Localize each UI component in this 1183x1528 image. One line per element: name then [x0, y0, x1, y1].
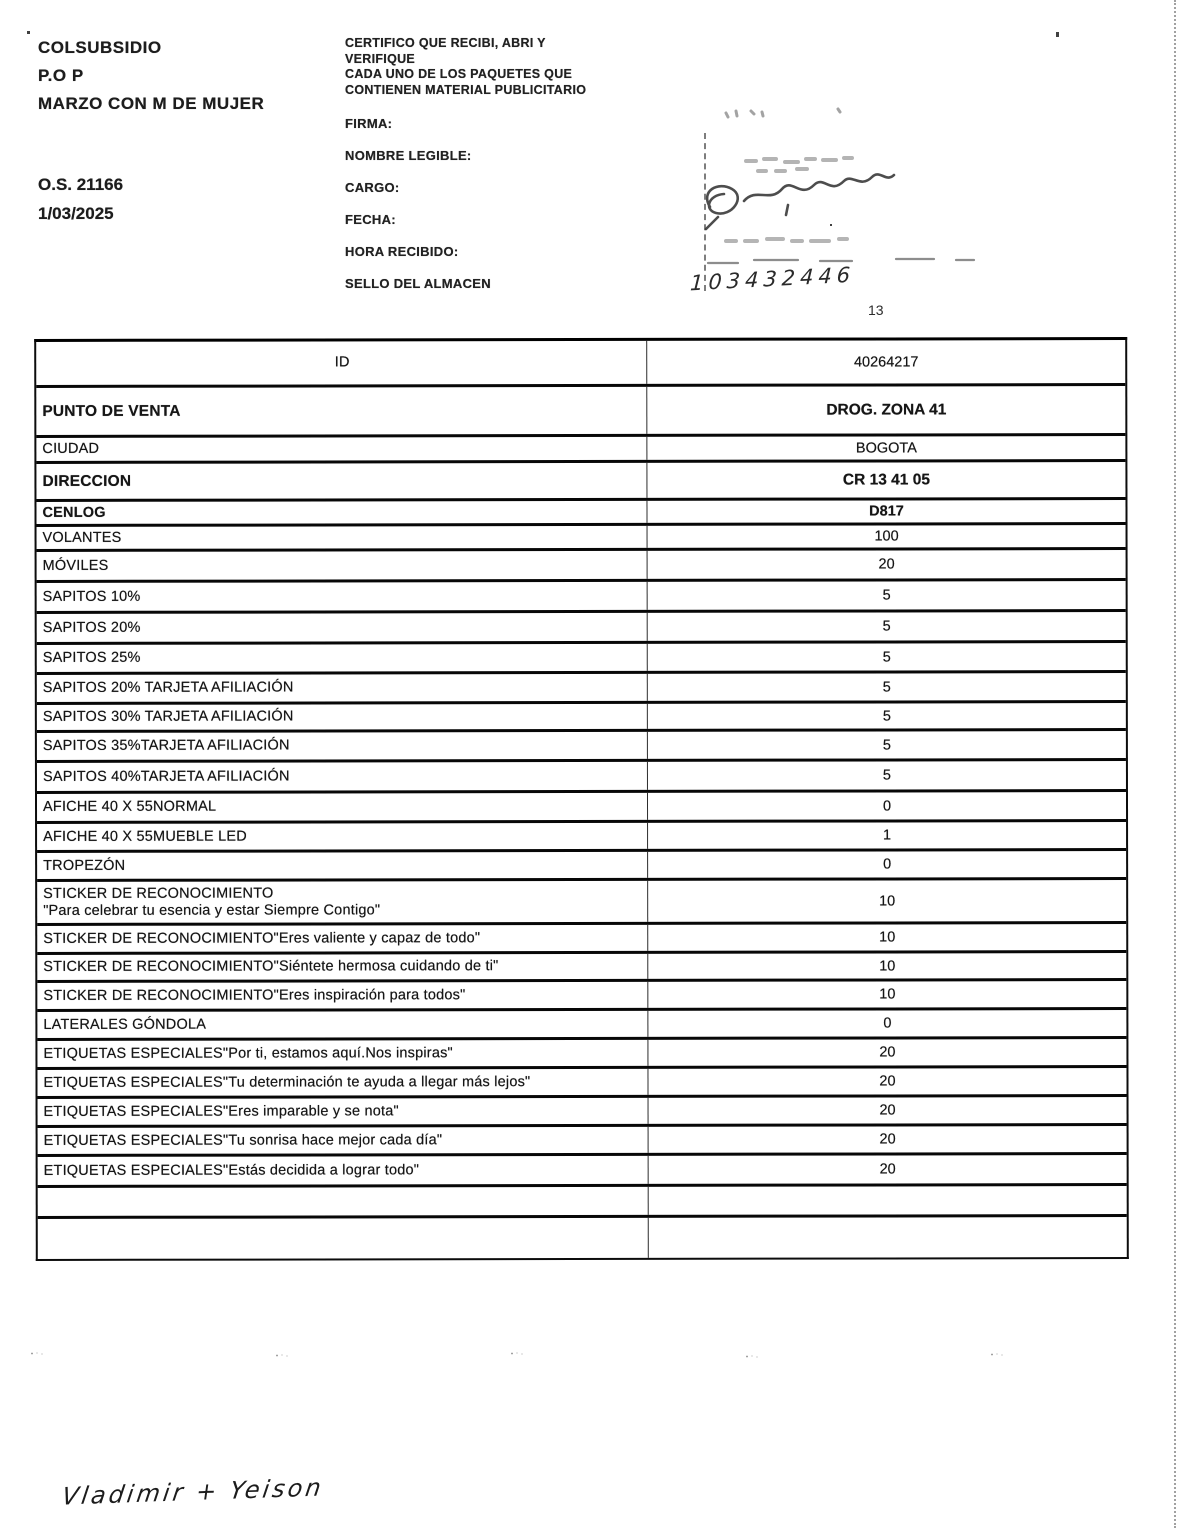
header-left-block: [38, 34, 264, 118]
row-value: [649, 1186, 1127, 1215]
row-label: CENLOG: [36, 501, 647, 524]
row-label: ETIQUETAS ESPECIALES"Eres imparable y se nota": [38, 1098, 649, 1125]
table-row: [37, 880, 1126, 926]
row-label: VOLANTES: [37, 526, 648, 549]
scan-noise: [30, 1352, 44, 1355]
table-row: [37, 673, 1126, 705]
table-row: [37, 1039, 1126, 1070]
row-label: SAPITOS 20%: [37, 613, 648, 642]
table-row: [37, 612, 1126, 645]
table-row: [38, 1217, 1127, 1259]
handwritten-tracking-number: 103432446: [689, 262, 856, 296]
row-value: 20: [879, 1044, 896, 1061]
row-value: 5: [882, 767, 892, 784]
company-name: COLSUBSIDIO: [38, 38, 162, 57]
row-label: ETIQUETAS ESPECIALES"Por ti, estamos aquí.Nos inspiras": [37, 1040, 648, 1067]
table-row: [38, 1097, 1127, 1128]
scan-noise: [990, 1353, 1004, 1356]
row-value: 5: [882, 618, 891, 635]
table-row: [37, 1068, 1126, 1099]
scan-edge-noise: [1174, 0, 1176, 1528]
row-value: 1: [883, 827, 892, 844]
table-row: [36, 436, 1125, 464]
table-row: [37, 703, 1126, 733]
scan-noise: [27, 31, 30, 34]
scan-noise: [830, 224, 832, 226]
row-label: ETIQUETAS ESPECIALES"Tu sonrisa hace mejor cada día": [38, 1127, 649, 1154]
row-value: 5: [882, 587, 891, 604]
row-label: SAPITOS 30% TARJETA AFILIACIÓN: [37, 704, 648, 730]
row-label: DIRECCION: [36, 463, 647, 499]
order-number: O.S. 21166: [38, 175, 124, 194]
table-row: [37, 1010, 1126, 1041]
row-value: 20: [878, 556, 895, 573]
row-label: AFICHE 40 X 55NORMAL: [37, 793, 648, 821]
hora-recibido-label: HORA RECIBIDO:: [345, 244, 459, 259]
row-value: [649, 1217, 1127, 1258]
row-label: MÓVILES: [37, 551, 648, 580]
table-row: [37, 550, 1126, 583]
row-label: STICKER DE RECONOCIMIENTO"Eres valiente y capaz de todo": [37, 925, 648, 952]
row-value: 5: [882, 678, 891, 695]
table-row: [36, 386, 1125, 438]
cargo-label: CARGO:: [345, 180, 400, 195]
certification-text: [345, 36, 645, 98]
stamp-signature-area: [688, 95, 1018, 310]
row-label: STICKER DE RECONOCIMIENTO "Para celebrar tu esencia y estar Siempre Contigo": [37, 881, 648, 923]
row-value: 0: [883, 856, 892, 873]
row-label: LATERALES GÓNDOLA: [37, 1011, 648, 1038]
row-label: ETIQUETAS ESPECIALES"Tu determinación te ayuda a llegar más lejos": [37, 1069, 648, 1096]
page-number: 13: [868, 302, 884, 318]
row-value: 20: [879, 1102, 896, 1119]
footer-handwriting: Vladimir + Yeison: [60, 1473, 326, 1511]
order-date: 1/03/2025: [38, 204, 114, 223]
scan-noise: [1056, 32, 1059, 37]
order-block: [38, 170, 123, 228]
row-label: SAPITOS 40%TARJETA AFILIACIÓN: [37, 762, 648, 791]
row-label: CIUDAD: [36, 437, 647, 461]
table-row: [37, 981, 1126, 1012]
row-label: ETIQUETAS ESPECIALES"Estás decidida a lograr todo": [38, 1156, 649, 1185]
scan-noise: [745, 1355, 759, 1358]
row-value: 20: [879, 1073, 896, 1090]
certification-line: CERTIFICO QUE RECIBI, ABRI Y: [345, 36, 546, 50]
row-label: SAPITOS 25%: [37, 644, 648, 672]
row-value: 40264217: [853, 353, 919, 371]
row-label: TROPEZÓN: [37, 852, 648, 879]
row-value: CR 13 41 05: [842, 470, 930, 489]
row-label: [38, 1218, 649, 1259]
row-label: SAPITOS 10%: [37, 582, 648, 611]
table-row: [37, 792, 1126, 824]
row-value: 10: [879, 929, 896, 946]
scan-noise: [510, 1352, 524, 1355]
table-row: [36, 500, 1125, 527]
fecha-label: FECHA:: [345, 212, 396, 227]
table-row: [36, 462, 1125, 502]
campaign-name: MARZO CON M DE MUJER: [38, 94, 265, 113]
row-value: 10: [879, 986, 896, 1003]
table-row: [37, 643, 1126, 675]
certification-fields: [345, 116, 491, 308]
row-value: 5: [882, 648, 891, 665]
table-row: [38, 1126, 1127, 1157]
row-value: 10: [879, 957, 896, 974]
row-value: 5: [882, 736, 891, 753]
row-label: ID: [36, 341, 647, 385]
row-value: 0: [882, 797, 892, 814]
table-row: [37, 924, 1126, 955]
row-label: PUNTO DE VENTA: [36, 387, 647, 435]
table-row: [37, 581, 1126, 614]
row-value: 20: [879, 1161, 896, 1178]
row-value: DROG. ZONA 41: [826, 400, 947, 419]
nombre-legible-label: NOMBRE LEGIBLE:: [345, 148, 472, 163]
pop-table: [34, 337, 1129, 1261]
certification-line: CONTIENEN MATERIAL PUBLICITARIO: [345, 82, 587, 97]
row-value: 5: [882, 707, 891, 724]
row-value: 10: [879, 892, 896, 909]
table-row: [37, 822, 1126, 853]
row-value: 20: [879, 1131, 896, 1148]
row-value: 0: [883, 1015, 892, 1032]
table-row: [38, 1186, 1127, 1219]
table-row: [38, 1155, 1127, 1188]
row-label: SAPITOS 20% TARJETA AFILIACIÓN: [37, 674, 648, 702]
row-label: AFICHE 40 X 55MUEBLE LED: [37, 823, 648, 850]
row-label: STICKER DE RECONOCIMIENTO"Siéntete hermosa cuidando de ti": [37, 954, 648, 980]
stamp-edge-dashes: [704, 133, 706, 291]
table-row: [37, 731, 1126, 763]
table-row: [37, 525, 1126, 552]
row-value: BOGOTA: [855, 439, 917, 457]
table-row: [36, 340, 1125, 388]
sello-almacen-label: SELLO DEL ALMACEN: [345, 276, 491, 291]
row-label: [38, 1187, 649, 1216]
row-label: SAPITOS 35%TARJETA AFILIACIÓN: [37, 732, 648, 760]
scan-noise: [275, 1354, 289, 1357]
table-row: [37, 953, 1126, 983]
row-label: STICKER DE RECONOCIMIENTO"Eres inspiración para todos": [37, 982, 648, 1009]
program-name: P.O P: [38, 66, 84, 85]
row-value: D817: [869, 503, 904, 520]
table-row: [37, 761, 1126, 794]
certification-line: VERIFIQUE: [345, 51, 416, 66]
row-value: 100: [874, 528, 899, 545]
table-row: [37, 851, 1126, 882]
certification-line: CADA UNO DE LOS PAQUETES QUE: [345, 67, 573, 81]
firma-label: FIRMA:: [345, 116, 393, 131]
